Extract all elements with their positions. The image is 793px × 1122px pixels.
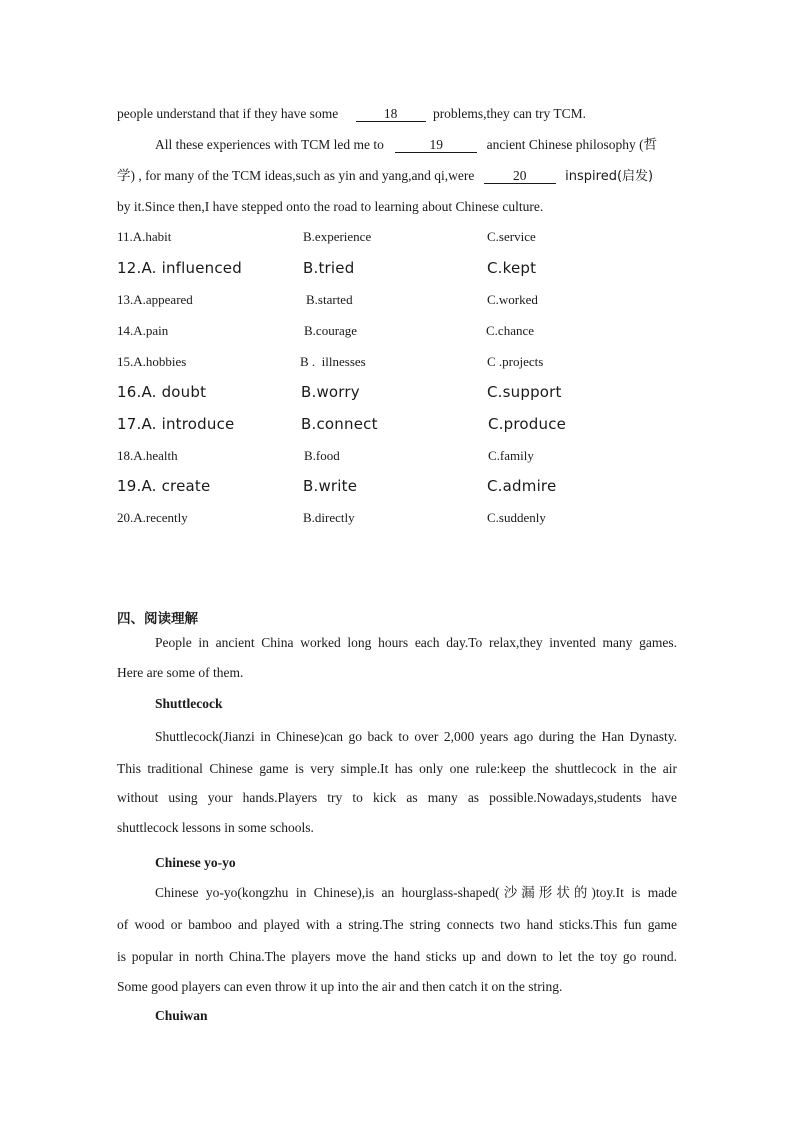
option-b: B . illnesses <box>300 354 366 369</box>
option-b: B.started <box>306 292 353 307</box>
section-title: 四、阅读理解 <box>117 611 198 627</box>
passage-line-4: by it.Since then,I have stepped onto the road to learning about Chinese culture. <box>117 199 544 214</box>
blank-18: 18 <box>356 107 426 122</box>
option-a: 11.A.habit <box>117 229 172 244</box>
option-b: B.courage <box>304 323 358 338</box>
option-row-19 <box>117 477 677 495</box>
option-c: C.chance <box>486 323 535 338</box>
option-row-11 <box>117 228 677 246</box>
option-c: C.service <box>487 229 536 244</box>
option-b: B.connect <box>301 415 378 433</box>
option-row-20 <box>117 509 677 527</box>
option-c: C.family <box>488 448 534 463</box>
passage-text: problems,they can try TCM. <box>432 106 587 121</box>
option-a: 19.A. create <box>117 477 211 495</box>
option-b: B.tried <box>303 259 355 277</box>
passage-text: All these experiences with TCM led me to <box>155 137 384 152</box>
shuttlecock-line-3: without using your hands.Players try to kick as many as possible.Nowadays,students have <box>117 790 677 805</box>
option-row-16 <box>117 383 677 401</box>
passage-text: people understand that if they have some <box>117 106 339 121</box>
chuiwan-heading: Chuiwan <box>155 1008 208 1023</box>
option-a: 20.A.recently <box>117 510 188 525</box>
option-row-14 <box>117 322 677 340</box>
option-row-12 <box>117 259 677 277</box>
option-b: B.worry <box>301 383 360 401</box>
option-row-13 <box>117 291 677 309</box>
yoyo-line-4: Some good players can even throw it up into the air and then catch it on the string. <box>117 979 563 994</box>
intro-line-1: People in ancient China worked long hours each day.To relax,they invented many games. <box>155 635 677 650</box>
yoyo-line-1: Chinese yo-yo(kongzhu in Chinese),is an hourglass-shaped(沙漏形状的)toy.It is made <box>155 885 677 900</box>
option-a: 15.A.hobbies <box>117 354 187 369</box>
option-c: C.support <box>487 383 562 401</box>
option-a: 16.A. doubt <box>117 383 207 401</box>
option-b: B.write <box>303 477 358 495</box>
shuttlecock-heading: Shuttlecock <box>155 696 223 711</box>
option-row-18 <box>117 447 677 465</box>
option-row-15 <box>117 353 677 371</box>
blank-19: 19 <box>395 138 477 153</box>
option-c: C .projects <box>487 354 544 369</box>
option-a: 12.A. influenced <box>117 259 242 277</box>
shuttlecock-line-4: shuttlecock lessons in some schools. <box>117 820 314 835</box>
option-b: B.food <box>304 448 340 463</box>
passage-text: 学) , for many of the TCM ideas,such as yin and yang,and qi,were <box>117 168 475 183</box>
passage-line-2 <box>155 136 677 154</box>
option-c: C.admire <box>487 477 557 495</box>
yoyo-line-2: of wood or bamboo and played with a string.The string connects two hand sticks.This fun game <box>117 917 677 932</box>
option-c: C.suddenly <box>487 510 546 525</box>
shuttlecock-line-2: This traditional Chinese game is very simple.It has only one rule:keep the shuttlecock in the air <box>117 761 677 776</box>
shuttlecock-line-1: Shuttlecock(Jianzi in Chinese)can go back to over 2,000 years ago during the Han Dynasty. <box>155 729 677 744</box>
yoyo-heading: Chinese yo-yo <box>155 855 236 870</box>
option-c: C.kept <box>487 259 537 277</box>
option-c: C.worked <box>487 292 538 307</box>
option-row-17 <box>117 415 677 433</box>
passage-line-1 <box>117 105 677 123</box>
intro-line-2: Here are some of them. <box>117 665 244 680</box>
passage-text: inspired(启发) <box>565 169 654 184</box>
option-b: B.experience <box>303 229 372 244</box>
option-a: 14.A.pain <box>117 323 169 338</box>
option-a: 13.A.appeared <box>117 292 193 307</box>
blank-20: 20 <box>484 169 556 184</box>
option-a: 17.A. introduce <box>117 415 235 433</box>
passage-line-3 <box>117 167 677 186</box>
option-b: B.directly <box>303 510 355 525</box>
option-c: C.produce <box>488 415 567 433</box>
option-a: 18.A.health <box>117 448 178 463</box>
yoyo-line-3: is popular in north China.The players move the hand sticks up and down to let the toy go round. <box>117 949 677 964</box>
passage-text: ancient Chinese philosophy (哲 <box>486 137 658 152</box>
